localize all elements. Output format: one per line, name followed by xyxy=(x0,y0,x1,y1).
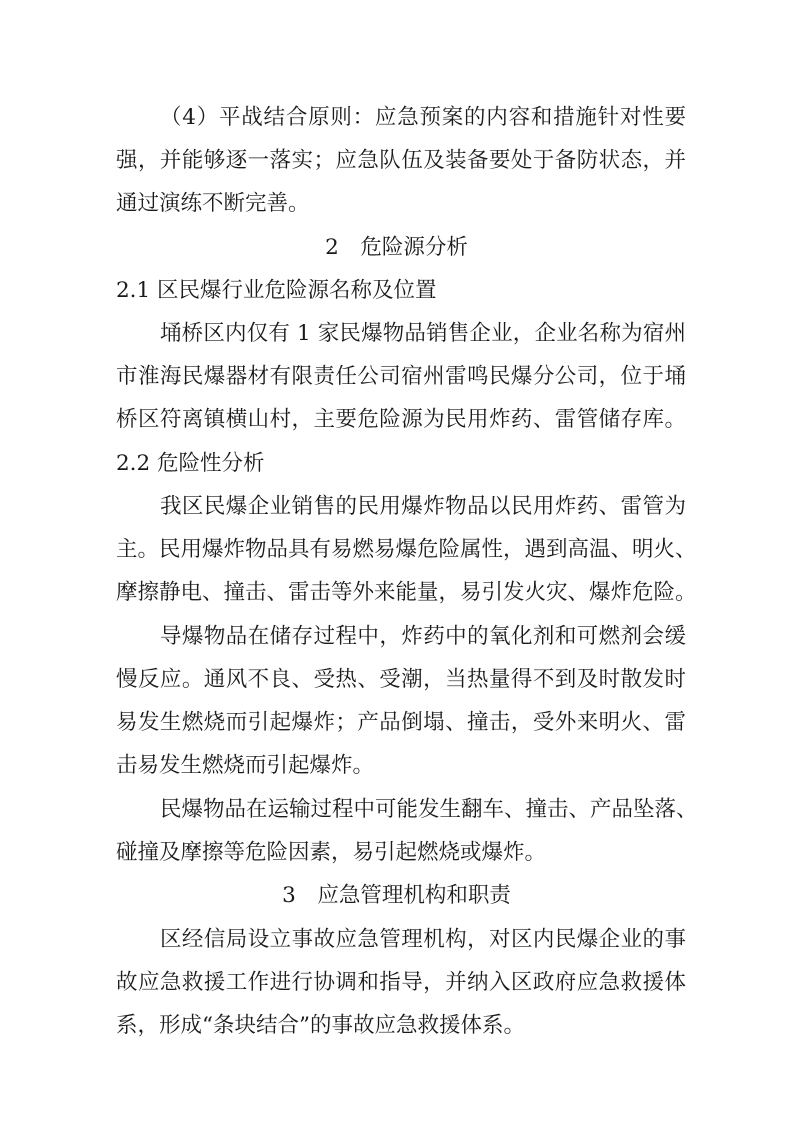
subsection-2-2-heading: 2.2 危险性分析 xyxy=(116,451,265,476)
sub2-para2-line-4: 击易发生燃烧而引起爆炸。 xyxy=(116,753,375,778)
sub2-para2-line-3: 易发生燃烧而引起爆炸；产品倒塌、撞击，受外来明火、雷 xyxy=(116,710,686,735)
section-2-heading: 2 危险源分析 xyxy=(325,235,468,260)
sub2-para3-line-1: 民爆物品在运输过程中可能发生翻车、撞击、产品坠落、 xyxy=(160,797,698,822)
section3-line-2: 故应急救援工作进行协调和指导，并纳入区政府应急救援体 xyxy=(116,970,686,995)
sub2-para3-line-2: 碰撞及摩擦等危险因素，易引起燃烧或爆炸。 xyxy=(116,840,547,865)
sub1-line-1: 埇桥区内仅有 1 家民爆物品销售企业，企业名称为宿州 xyxy=(160,321,686,346)
sub2-para1-line-2: 主。民用爆炸物品具有易燃易爆危险属性，遇到高温、明火、 xyxy=(116,537,697,562)
sub2-para2-line-2: 慢反应。通风不良、受热、受潮，当热量得不到及时散发时 xyxy=(116,667,686,692)
sub1-line-3: 桥区符离镇横山村，主要危险源为民用炸药、雷管储存库。 xyxy=(116,407,686,432)
section-3-heading: 3 应急管理机构和职责 xyxy=(282,883,511,908)
subsection-2-1-heading: 2.1 区民爆行业危险源名称及位置 xyxy=(116,278,437,303)
section3-line-1: 区经信局设立事故应急管理机构，对区内民爆企业的事 xyxy=(160,927,686,952)
sub1-line-2: 市淮海民爆器材有限责任公司宿州雷鸣民爆分公司，位于埇 xyxy=(116,364,686,389)
principle4-line-2: 强，并能够逐一落实；应急队伍及装备要处于备防状态，并 xyxy=(116,148,686,173)
principle4-line-1: （4）平战结合原则：应急预案的内容和措施针对性要 xyxy=(160,105,686,130)
sub2-para1-line-3: 摩擦静电、撞击、雷击等外来能量，易引发火灾、爆炸危险。 xyxy=(116,580,697,605)
sub2-para2-line-1: 导爆物品在储存过程中，炸药中的氧化剂和可燃剂会缓 xyxy=(160,624,686,649)
principle4-line-3: 通过演练不断完善。 xyxy=(116,191,310,216)
sub2-para1-line-1: 我区民爆企业销售的民用爆炸物品以民用炸药、雷管为 xyxy=(160,494,686,519)
section3-line-3: 系，形成“条块结合”的事故应急救援体系。 xyxy=(116,1013,525,1038)
